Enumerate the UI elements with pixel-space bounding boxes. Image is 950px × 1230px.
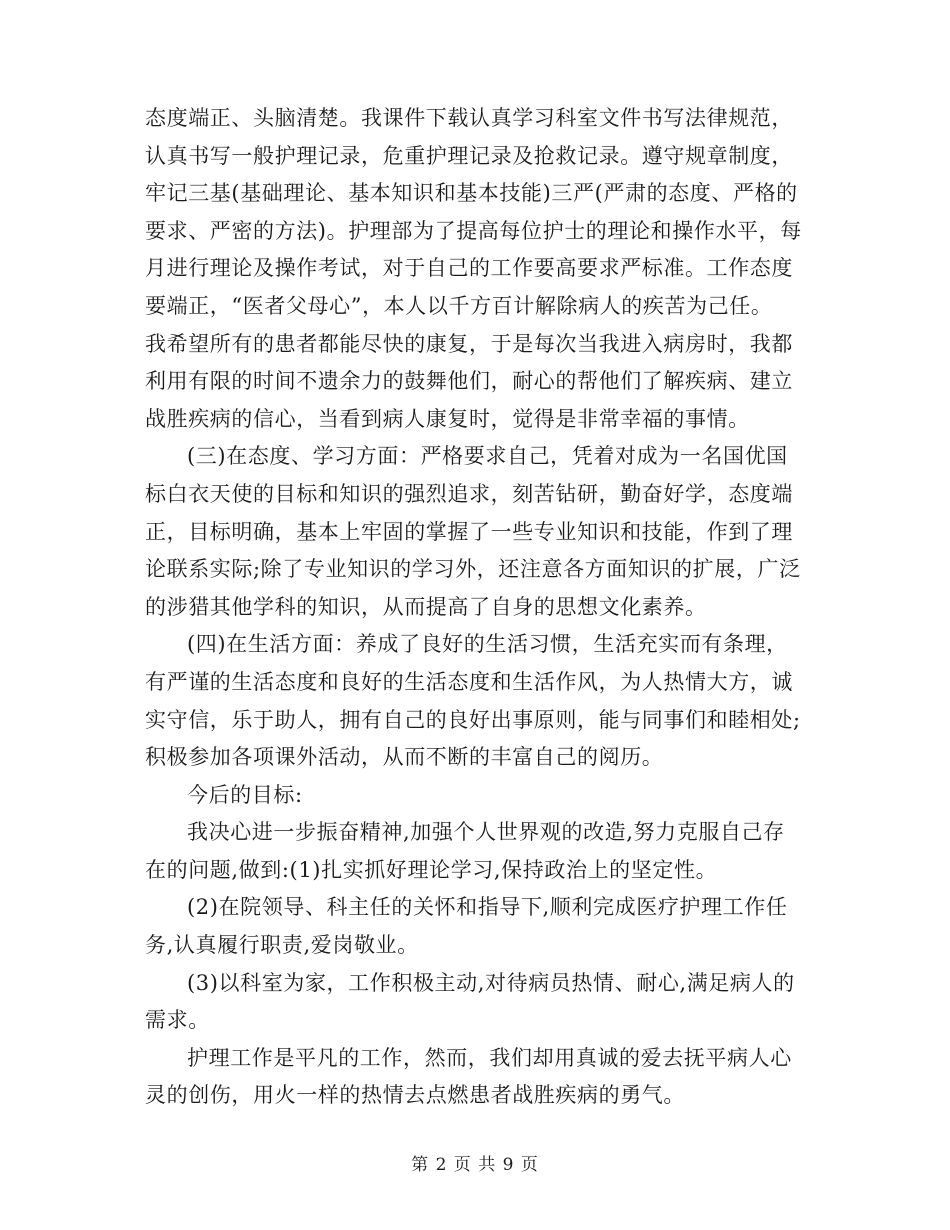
text-line: 牢记三基(基础理论、基本知识和基本技能)三严(严肃的态度、严格的	[145, 181, 798, 206]
paragraph	[145, 777, 825, 815]
text-line: 实守信，乐于助人，拥有自己的良好出事原则，能与同事们和睦相处;	[145, 707, 801, 732]
text-line: (2)在院领导、科主任的关怀和指导下,顺利完成医疗护理工作任	[187, 895, 788, 920]
text-line: 论联系实际;除了专业知识的学习外，还注意各方面知识的扩展，广泛	[145, 557, 801, 582]
page-number-footer: 第 2 页 共 9 页	[411, 1155, 539, 1175]
text-line: 要求、严密的方法)。护理部为了提高每位护士的理论和操作水平，每	[145, 218, 802, 243]
text-line: 在的问题,做到:(1)扎实抓好理论学习,保持政治上的坚定性。	[145, 857, 718, 882]
paragraph	[145, 814, 825, 889]
text-line: (四)在生活方面：养成了良好的生活习惯，生活充实而有条理，	[187, 632, 788, 657]
text-line: 态度端正、头脑清楚。我课件下载认真学习科室文件书写法律规范，	[145, 106, 793, 130]
text-line: 战胜疾病的信心，当看到病人康复时，觉得是非常幸福的事情。	[145, 406, 750, 431]
paragraph	[145, 100, 825, 438]
text-line: 护理工作是平凡的工作，然而，我们却用真诚的爱去抚平病人心	[187, 1045, 792, 1070]
text-line: 需求。	[145, 1008, 210, 1033]
text-line: 务,认真履行职责,爱岗敬业。	[145, 933, 419, 958]
text-line: 利用有限的时间不遗余力的鼓舞他们，耐心的帮他们了解疾病、建立	[145, 369, 793, 394]
text-line: 要端正，“医者父母心”，本人以千方百计解除病人的疾苦为己任。	[145, 293, 773, 318]
text-line: 的涉猎其他学科的知识，从而提高了自身的思想文化素养。	[145, 594, 707, 619]
paragraph	[145, 965, 825, 1040]
paragraph	[145, 626, 825, 776]
text-line: (3)以科室为家，工作积极主动,对待病员热情、耐心,满足病人的	[187, 970, 795, 995]
document-body	[145, 100, 825, 1115]
text-line: 标白衣天使的目标和知识的强烈追求，刻苦钻研，勤奋好学，态度端	[145, 481, 793, 506]
text-line: 我决心进一步振奋精神,加强个人世界观的改造,努力克服自己存	[187, 820, 785, 845]
text-line: 月进行理论及操作考试，对于自己的工作要高要求严标准。工作态度	[145, 256, 793, 281]
text-line: 灵的创伤，用火一样的热情去点燃患者战胜疾病的勇气。	[145, 1083, 685, 1108]
paragraph	[145, 889, 825, 964]
text-line: 积极参加各项课外活动，从而不断的丰富自己的阅历。	[145, 745, 664, 770]
text-line: 正，目标明确，基本上牢固的掌握了一些专业知识和技能，作到了理	[145, 519, 793, 544]
text-line: 今后的目标:	[187, 782, 303, 807]
text-line: (三)在态度、学习方面：严格要求自己，凭着对成为一名国优国	[187, 444, 788, 469]
text-line: 我希望所有的患者都能尽快的康复，于是每次当我进入病房时，我都	[145, 331, 793, 356]
paragraph	[145, 438, 825, 626]
text-line: 认真书写一般护理记录，危重护理记录及抢救记录。遵守规章制度，	[145, 143, 793, 168]
text-line: 有严谨的生活态度和良好的生活态度和生活作风，为人热情大方，诚	[145, 669, 793, 694]
paragraph	[145, 1040, 825, 1115]
